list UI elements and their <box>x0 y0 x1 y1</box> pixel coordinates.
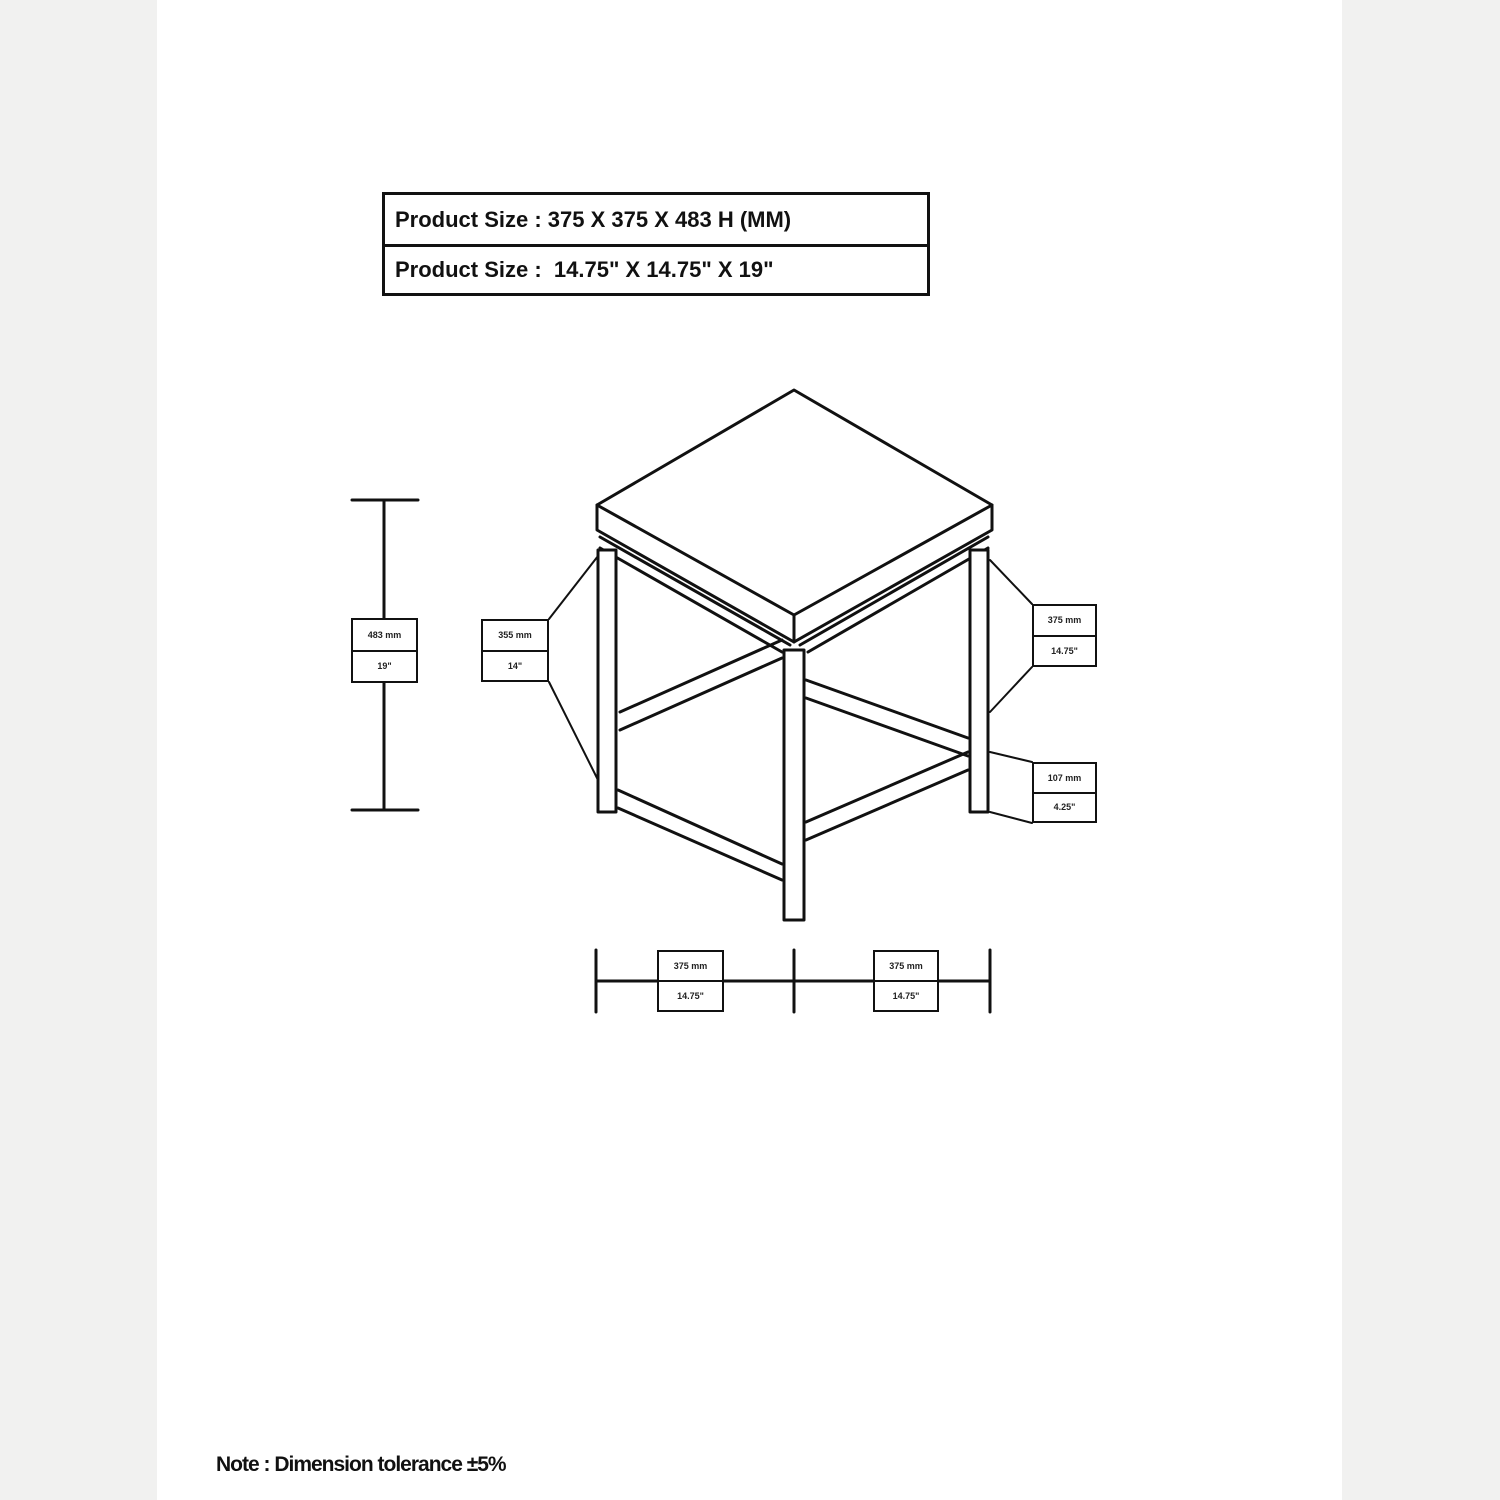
stretcher-height-label <box>1032 762 1097 823</box>
tolerance-note: Note : Dimension tolerance ±5% <box>216 1453 506 1476</box>
stretcher-height-mm: 107 mm <box>1047 772 1082 783</box>
top-width-right-in: 14.75" <box>1034 635 1095 666</box>
base-width-right-mm: 375 mm <box>889 961 923 971</box>
base-width-left-in: 14.75" <box>659 980 722 1010</box>
overall-height-in: 19" <box>353 650 416 682</box>
overall-height-label <box>351 618 418 683</box>
top-width-right-mm: 375 mm <box>1047 615 1082 626</box>
base-width-left-label <box>657 950 724 1012</box>
base-width-left-mm: 375 mm <box>673 961 708 971</box>
product-size-metric: Product Size : 375 X 375 X 483 H (MM) <box>395 206 792 232</box>
base-width-right-label <box>873 950 939 1012</box>
table-top <box>597 390 992 642</box>
overall-height-mm: 483 mm <box>367 629 402 640</box>
under-top-height-in: 14" <box>483 650 547 681</box>
under-top-height-mm: 355 mm <box>498 630 532 641</box>
stretcher-height-in: 4.25" <box>1034 792 1095 822</box>
top-width-right-label <box>1032 604 1097 667</box>
under-top-height-label <box>481 619 549 682</box>
product-size-imperial: Product Size : 14.75" X 14.75" X 19" <box>385 244 927 293</box>
base-width-right-in: 14.75" <box>875 980 937 1010</box>
